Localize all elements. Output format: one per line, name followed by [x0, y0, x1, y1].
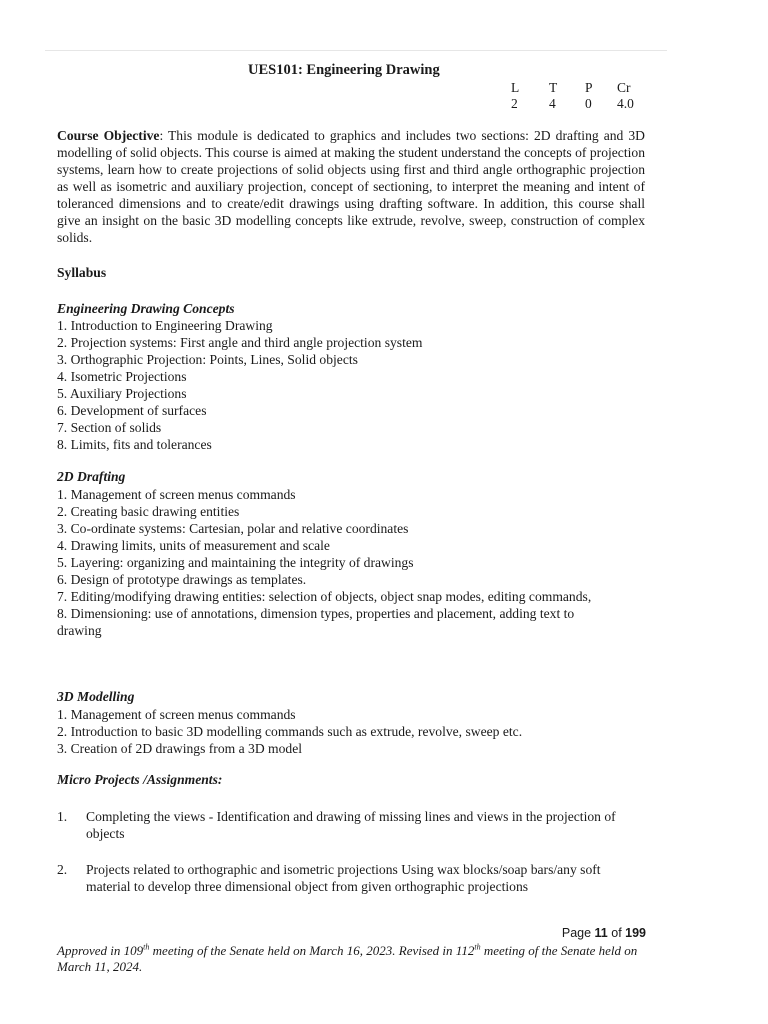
list-item: 1. Management of screen menus commands — [57, 707, 296, 722]
list-item — [57, 808, 637, 842]
list-item-text: Completing the views - Identification and drawing of missing lines and views in the projection of objects — [86, 809, 616, 841]
list-2d-drafting — [57, 486, 637, 639]
syllabus-heading: Syllabus — [57, 265, 107, 280]
page-total: 199 — [625, 926, 646, 940]
footer-text-3: meeting of the Senate held on March 11, 2024. — [57, 943, 638, 974]
list-item: 3. Co-ordinate systems: Cartesian, polar and relative coordinates — [57, 521, 409, 536]
page-current: 11 — [594, 926, 608, 940]
page-sep: of — [607, 926, 626, 940]
ltp-header-t: T — [549, 80, 558, 95]
section-heading-2d-drafting: 2D Drafting — [57, 469, 126, 484]
list-item: 4. Drawing limits, units of measurement and scale — [57, 538, 330, 553]
page-number — [562, 926, 646, 940]
list-item: 7. Editing/modifying drawing entities: selection of objects, object snap modes, editing commands, — [57, 589, 592, 604]
course-title: UES101: Engineering Drawing — [248, 62, 440, 78]
section-heading-micro-projects: Micro Projects /Assignments: — [57, 772, 223, 787]
list-item: 6. Development of surfaces — [57, 403, 207, 418]
ltp-column-cr — [617, 80, 634, 112]
list-item: 2. Projection systems: First angle and third angle projection system — [57, 335, 423, 350]
list-item: 3. Orthographic Projection: Points, Lines, Solid objects — [57, 352, 358, 367]
ltp-value-cr: 4.0 — [617, 96, 634, 111]
objective-text: : This module is dedicated to graphics and includes two sections: 2D drafting and 3D modelling of solid objects. This course is aimed at making the student understand the concepts of projection systems, learn how to create projections of solid objects using first and third angle orthographic projection as well as isometric and auxiliary projection, concept of sectioning, to interpret the meaning and intent of toleranced dimensions and to create/edit drawings using drafting software. In addition, this course shall give an insight on the basic 3D modelling concepts like extrude, revolve, sweep, construction of complex solids. — [57, 128, 645, 245]
list-item: 2. Introduction to basic 3D modelling commands such as extrude, revolve, sweep etc. — [57, 724, 523, 739]
ltp-column-p — [585, 80, 593, 112]
approval-footer — [57, 943, 645, 975]
list-item: 4. Isometric Projections — [57, 369, 187, 384]
ltp-header-cr: Cr — [617, 80, 631, 95]
list-item: 7. Section of solids — [57, 420, 162, 435]
page-prefix: Page — [561, 926, 595, 940]
list-item — [57, 861, 637, 895]
footer-text-1: Approved in 109 — [57, 943, 144, 958]
ltp-value-l: 2 — [511, 96, 518, 111]
course-objective — [57, 127, 645, 246]
section-heading-3d-modelling: 3D Modelling — [57, 689, 135, 704]
list-3d-modelling — [57, 706, 637, 757]
ltp-value-p: 0 — [585, 96, 592, 111]
list-item: 5. Layering: organizing and maintaining the integrity of drawings — [57, 555, 414, 570]
ltp-header-p: P — [585, 80, 593, 95]
list-micro-projects — [57, 808, 637, 895]
list-item: 2. Creating basic drawing entities — [57, 504, 240, 519]
list-item: 6. Design of prototype drawings as templates. — [57, 572, 307, 587]
list-item: 5. Auxiliary Projections — [57, 386, 187, 401]
list-item: 8. Limits, fits and tolerances — [57, 437, 212, 452]
footer-sup-1: th — [143, 942, 150, 952]
ltp-column-t — [549, 80, 557, 112]
ltp-column-l — [511, 80, 519, 112]
list-item: drawing — [57, 623, 102, 638]
footer-text-2: meeting of the Senate held on March 16, 2023. Revised in 112 — [149, 943, 475, 958]
list-item: 3. Creation of 2D drawings from a 3D model — [57, 741, 303, 756]
list-item: 1. Management of screen menus commands — [57, 487, 296, 502]
ltp-value-t: 4 — [549, 96, 556, 111]
top-divider — [45, 50, 667, 51]
ltp-header-l: L — [511, 80, 520, 95]
list-concepts — [57, 317, 637, 453]
list-item: 8. Dimensioning: use of annotations, dimension types, properties and placement, adding text to — [57, 606, 575, 621]
footer-sup-2: th — [474, 942, 481, 952]
section-heading-concepts: Engineering Drawing Concepts — [57, 301, 235, 316]
list-item-number: 2. — [57, 862, 68, 877]
list-item-number: 1. — [57, 809, 68, 824]
objective-label: Course Objective — [57, 128, 160, 143]
list-item: 1. Introduction to Engineering Drawing — [57, 318, 273, 333]
list-item-text: Projects related to orthographic and isometric projections Using wax blocks/soap bars/any soft material to develop three dimensional object from given orthographic projections — [86, 862, 601, 894]
